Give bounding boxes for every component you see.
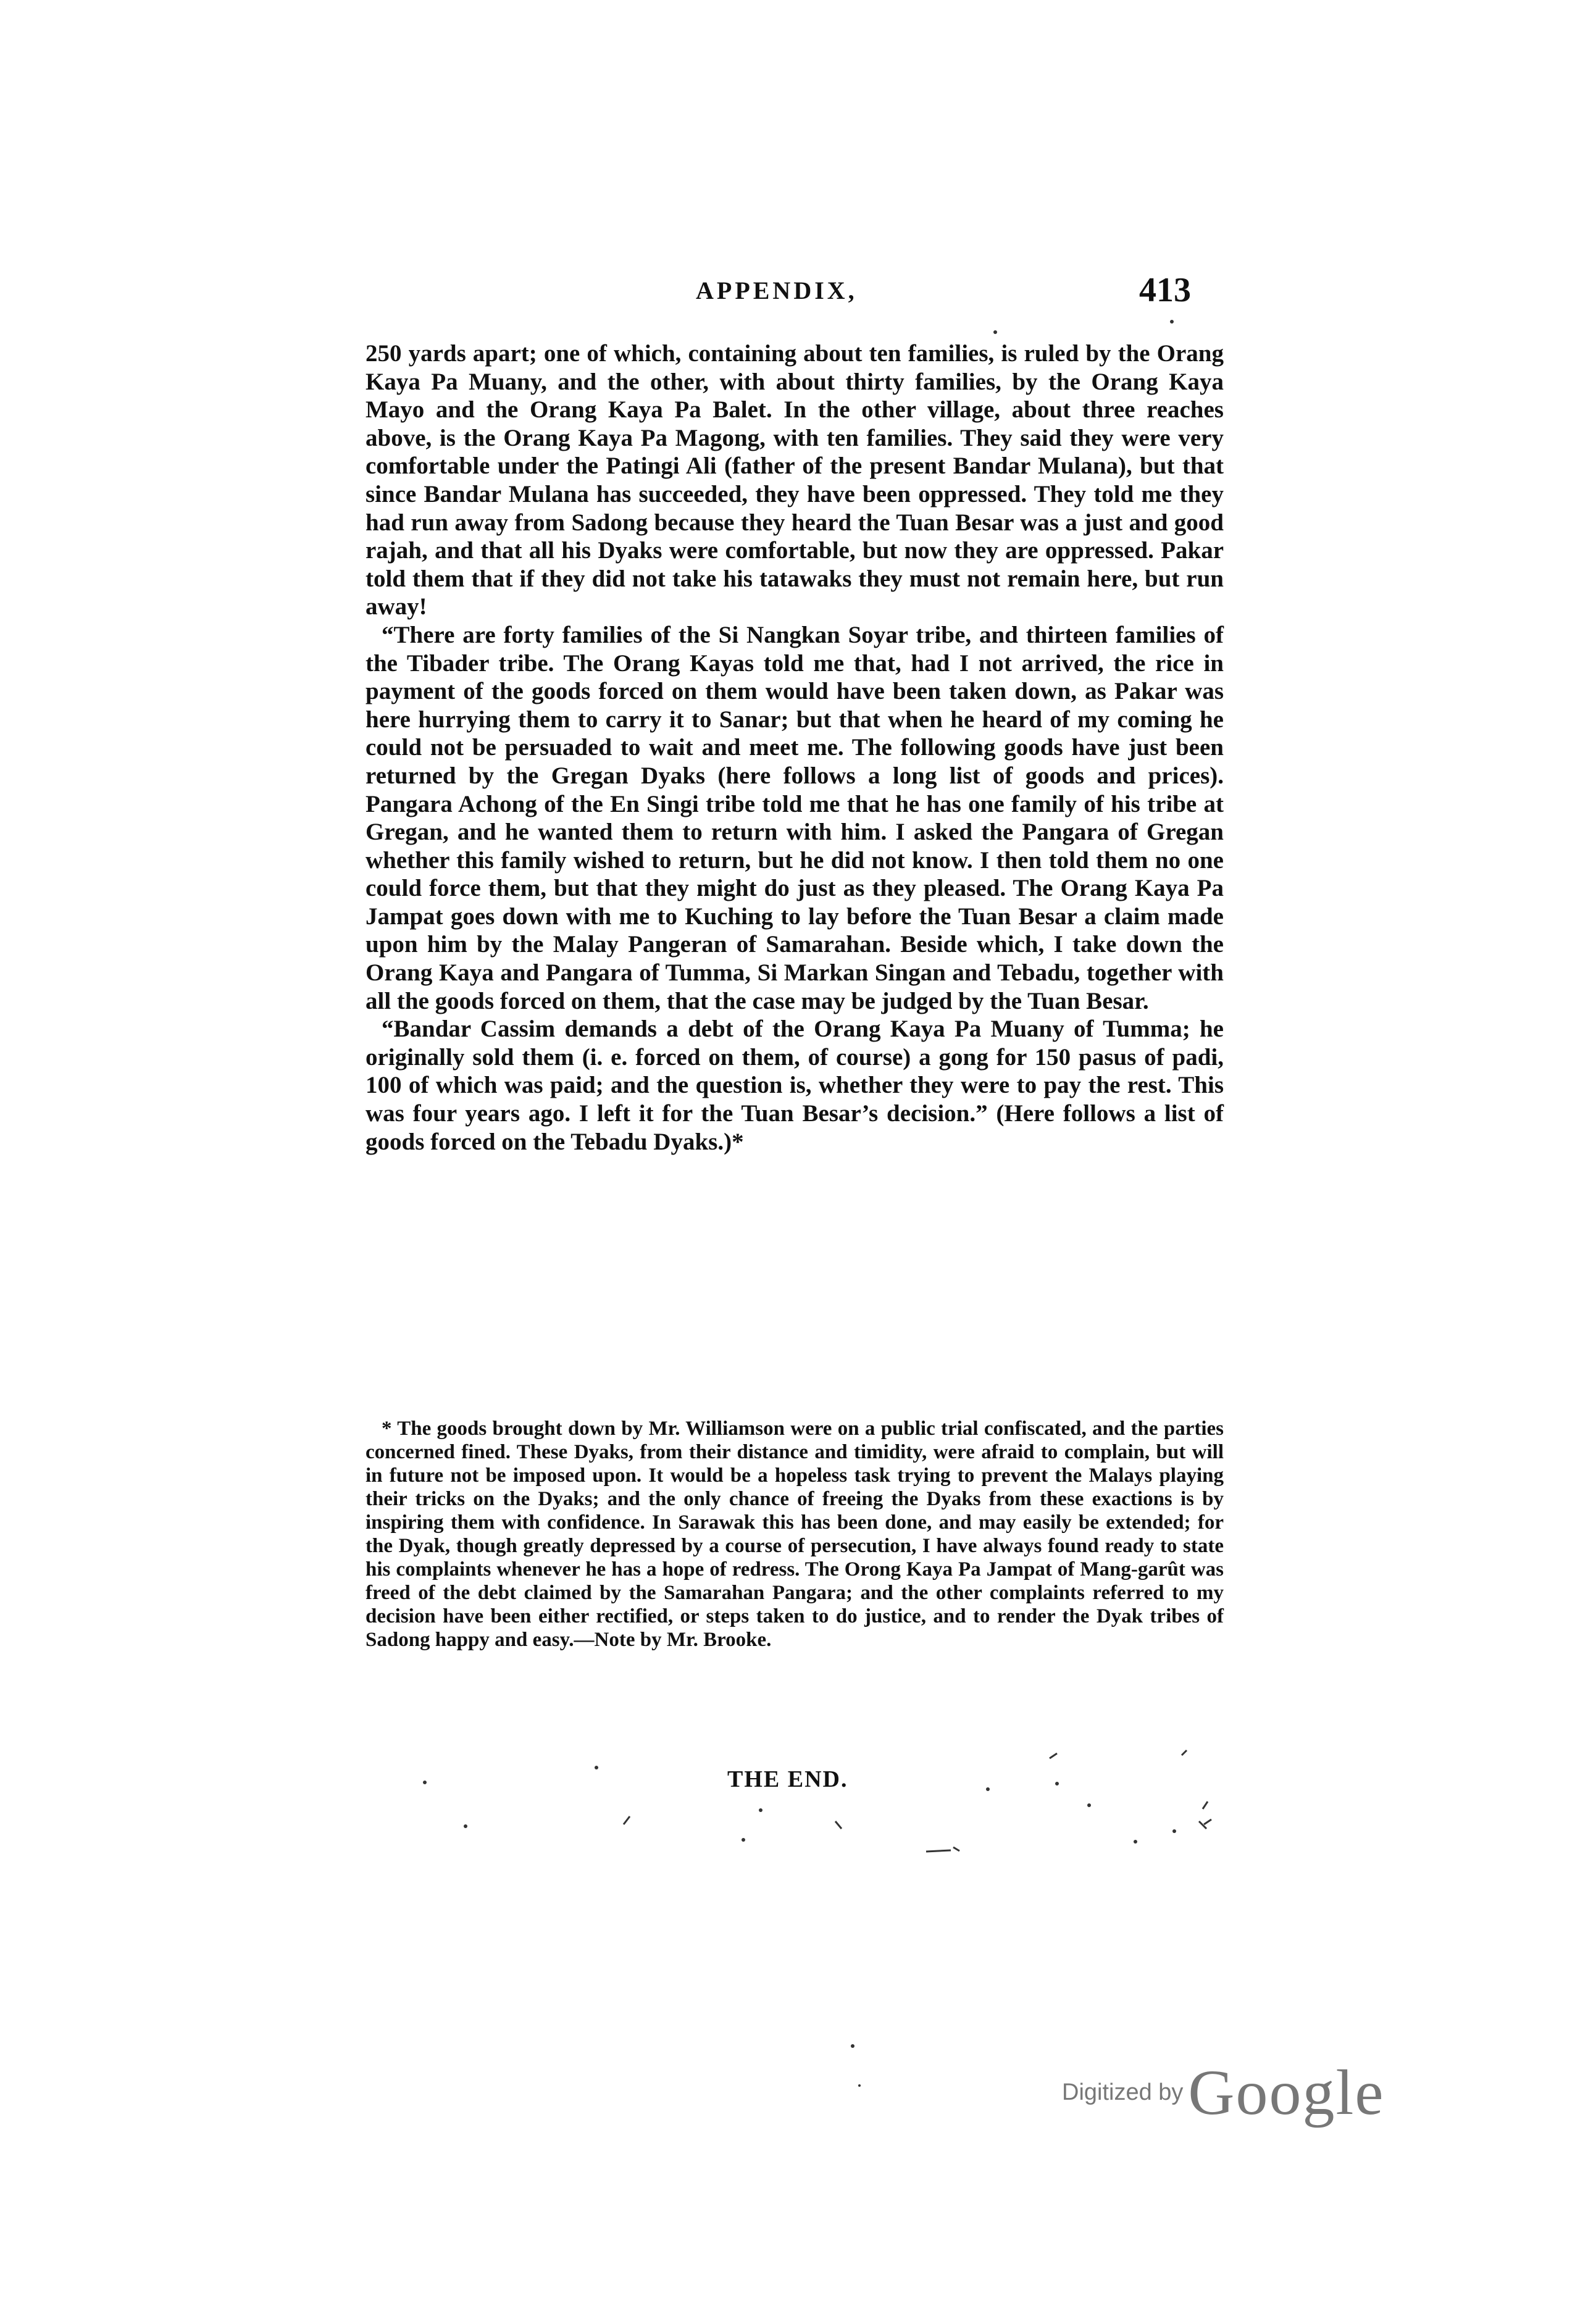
paragraph: 250 yards apart; one of which, containing about ten families, is ruled by the Orang Kaya Pa Muany, and the other, with about thirty families, by the Orang Kaya Mayo and the Orang Kaya Pa Balet. In the other village, about three reaches above, is the Orang Kaya Pa Magong, with ten families. They said they were very comfortable under the Patingi Ali (father of the present Bandar Mulana), but that since Bandar Mulana has succeeded, they have been oppressed. They told me they had run away from Sadong because they heard the Tuan Besar was a just and good rajah, and that all his Dyaks were comfortable, but now they are oppressed. Pakar told them that if they did not take his tatawaks they must not remain here, but run away! [366,340,1224,620]
page-number: 413 [1139,271,1191,309]
watermark-prefix: Digitized by [1062,2079,1184,2105]
running-title: APPENDIX, [696,277,858,304]
paragraph: “There are forty families of the Si Nangkan Soyar tribe, and thirteen families of the Tibader tribe. The Orang Kayas told me that, had I not arrived, the rice in payment of the goods forced on them would have been taken down, as Pakar was here hurrying them to carry it to Sanar; but that when he heard of my coming he could not be persuaded to wait and meet me. The following goods have just been returned by the Gregan Dyaks (here follows a long list of goods and prices). Pangara Achong of the En Singi tribe told me that he has one family of his tribe at Gregan, and he wanted them to return with him. I asked the Pangara of Gregan whether this family wished to return, but he did not know. I then told them no one could force them, but that they might do just as they pleased. The Orang Kaya Pa Jampat goes down with me to Kuching to lay before the Tuan Besar a claim made upon him by the Malay Pangeran of Samarahan. Beside which, I take down the Orang Kaya and Pangara of Tumma, Si Markan Singan and Tebadu, together with all the goods forced on them, that the case may be judged by the Tuan Besar. [366,621,1224,1014]
google-logo: Google [1188,2057,1385,2128]
digitized-by-google-watermark [1062,2056,1385,2129]
footnote: * The goods brought down by Mr. Williamson were on a public trial confiscated, and the parties concerned fined. These Dyaks, from their distance and timidity, were afraid to complain, but will in future not be imposed upon. It would be a hopeless task trying to prevent the Malays playing their tricks on the Dyaks; and the only chance of freeing the Dyaks from these exactions is by inspiring them with confidence. In Sarawak this has been done, and may easily be extended; for the Dyak, though greatly depressed by a course of persecution, I have always found ready to state his complaints whenever he has a hope of redress. The Orong Kaya Pa Jampat of Mang-garût was freed of the debt claimed by the Samarahan Pangara; and the other complaints referred to my decision have been either rectified, or steps taken to do justice, and to render the Dyak tribes of Sadong happy and easy.—Note by Mr. Brooke. [366,1418,1224,1651]
end-marker: THE END. [727,1766,848,1792]
paragraph: “Bandar Cassim demands a debt of the Orang Kaya Pa Muany of Tumma; he originally sold them (i. e. forced on them, of course) a gong for 150 pasus of padi, 100 of which was paid; and the question is, whether they were to pay the rest. This was four years ago. I left it for the Tuan Besar’s decision.” (Here follows a list of goods forced on the Tebadu Dyaks.)* [366,1016,1224,1155]
